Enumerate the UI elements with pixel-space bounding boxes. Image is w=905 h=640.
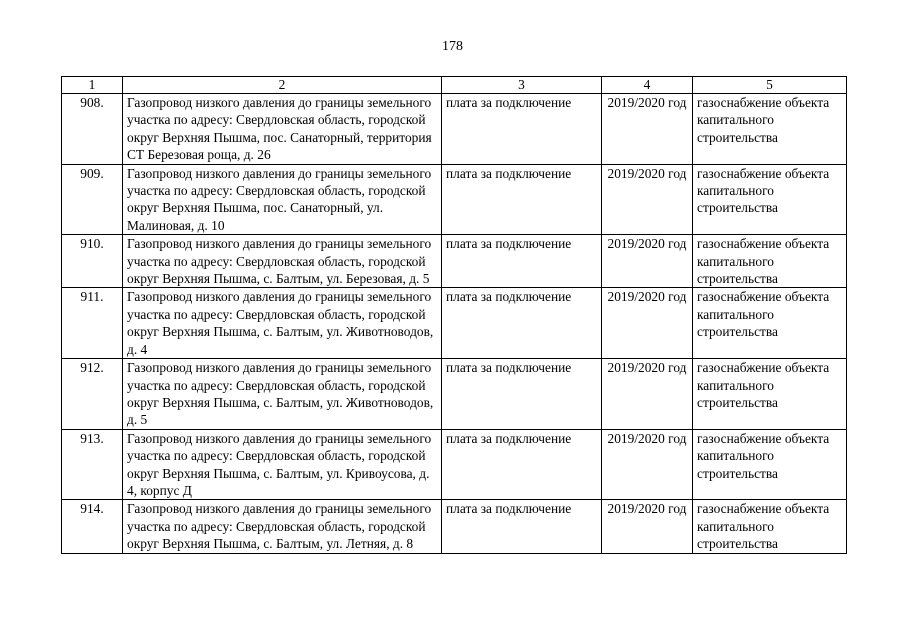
document-table <box>61 76 847 554</box>
row-number: 914. <box>62 500 123 553</box>
page-number: 178 <box>442 39 463 54</box>
table-row <box>62 94 847 165</box>
payment-type: плата за подключение <box>442 359 602 430</box>
object-name: Газопровод низкого давления до границы земельного участка по адресу: Свердловская область, городской округ Верхняя Пышма, пос. Санаторный, ул. Малиновая, д. 10 <box>123 164 442 235</box>
column-number-5: 5 <box>693 77 847 94</box>
year: 2019/2020 год <box>602 164 693 235</box>
purpose: газоснабжение объекта капитального строительства <box>693 94 847 165</box>
purpose: газоснабжение объекта капитального строительства <box>693 429 847 500</box>
object-name: Газопровод низкого давления до границы земельного участка по адресу: Свердловская область, городской округ Верхняя Пышма, с. Балтым, ул. Животноводов, д. 5 <box>123 359 442 430</box>
year: 2019/2020 год <box>602 235 693 288</box>
purpose: газоснабжение объекта капитального строительства <box>693 235 847 288</box>
table-row <box>62 288 847 359</box>
payment-type: плата за подключение <box>442 164 602 235</box>
row-number: 913. <box>62 429 123 500</box>
row-number: 910. <box>62 235 123 288</box>
object-name: Газопровод низкого давления до границы земельного участка по адресу: Свердловская область, городской округ Верхняя Пышма, пос. Санаторный, территория СТ Березовая роща, д. 26 <box>123 94 442 165</box>
table-row <box>62 500 847 553</box>
table-row <box>62 235 847 288</box>
column-number-2: 2 <box>123 77 442 94</box>
year: 2019/2020 год <box>602 429 693 500</box>
row-number: 908. <box>62 94 123 165</box>
year: 2019/2020 год <box>602 94 693 165</box>
object-name: Газопровод низкого давления до границы земельного участка по адресу: Свердловская область, городской округ Верхняя Пышма, с. Балтым, ул. Животноводов, д. 4 <box>123 288 442 359</box>
object-name: Газопровод низкого давления до границы земельного участка по адресу: Свердловская область, городской округ Верхняя Пышма, с. Балтым, ул. Летняя, д. 8 <box>123 500 442 553</box>
purpose: газоснабжение объекта капитального строительства <box>693 359 847 430</box>
purpose: газоснабжение объекта капитального строительства <box>693 164 847 235</box>
year: 2019/2020 год <box>602 359 693 430</box>
row-number: 911. <box>62 288 123 359</box>
purpose: газоснабжение объекта капитального строительства <box>693 500 847 553</box>
table-header-row <box>62 77 847 94</box>
payment-type: плата за подключение <box>442 94 602 165</box>
table-row <box>62 429 847 500</box>
column-number-4: 4 <box>602 77 693 94</box>
table-row <box>62 164 847 235</box>
table-row <box>62 359 847 430</box>
year: 2019/2020 год <box>602 288 693 359</box>
payment-type: плата за подключение <box>442 429 602 500</box>
payment-type: плата за подключение <box>442 235 602 288</box>
column-number-1: 1 <box>62 77 123 94</box>
object-name: Газопровод низкого давления до границы земельного участка по адресу: Свердловская область, городской округ Верхняя Пышма, с. Балтым, ул. Кривоусова, д. 4, корпус Д <box>123 429 442 500</box>
payment-type: плата за подключение <box>442 288 602 359</box>
payment-type: плата за подключение <box>442 500 602 553</box>
row-number: 912. <box>62 359 123 430</box>
column-number-3: 3 <box>442 77 602 94</box>
object-name: Газопровод низкого давления до границы земельного участка по адресу: Свердловская область, городской округ Верхняя Пышма, с. Балтым, ул. Березовая, д. 5 <box>123 235 442 288</box>
row-number: 909. <box>62 164 123 235</box>
purpose: газоснабжение объекта капитального строительства <box>693 288 847 359</box>
year: 2019/2020 год <box>602 500 693 553</box>
